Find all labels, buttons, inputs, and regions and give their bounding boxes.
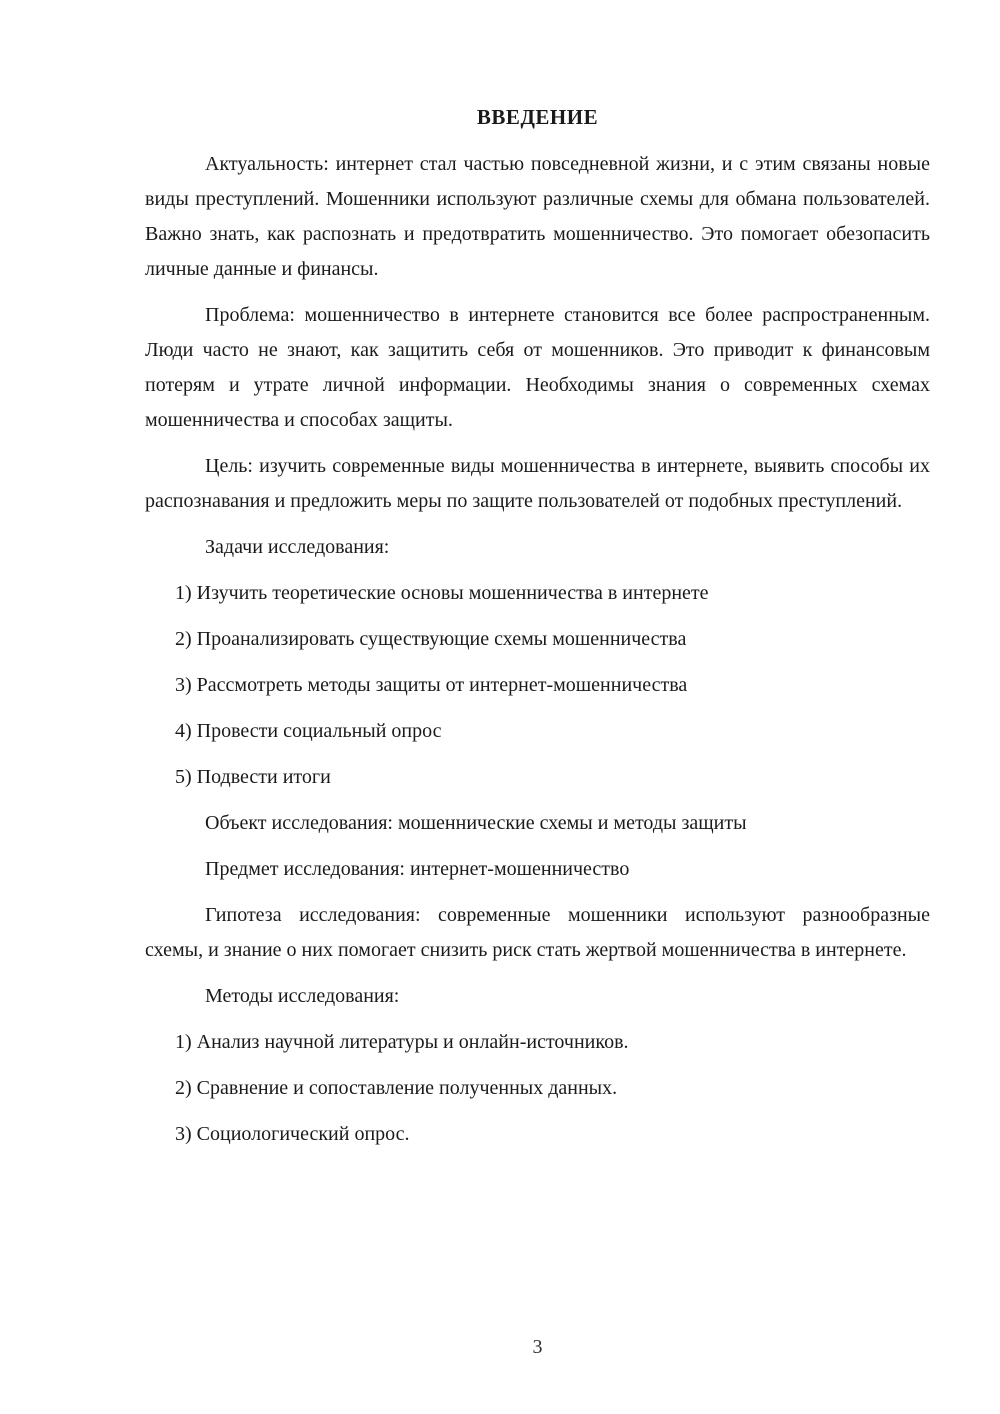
task-list-item: 1) Изучить теоретические основы мошенничества в интернете bbox=[175, 582, 709, 604]
paragraph-object: Объект исследования: мошеннические схемы и методы защиты bbox=[205, 812, 747, 834]
paragraph-hypothesis: Гипотеза исследования: современные мошенники используют разнообразные схемы, и знание о них помогает снизить риск стать жертвой мошенничества в интернете. bbox=[145, 904, 930, 961]
paragraph-relevance: Актуальность: интернет стал частью повседневной жизни, и с этим связаны новые виды преступлений. Мошенники используют различные схемы для обмана пользователей. Важно знать, как распознать и предотвратить мошенничество. Это помогает обезопасить личные данные и финансы. bbox=[145, 153, 930, 280]
paragraph-problem: Проблема: мошенничество в интернете становится все более распространенным. Люди часто не знают, как защитить себя от мошенников. Это приводит к финансовым потерям и утрате личной информации. Необходимы знания о современных схемах мошенничества и способах защиты. bbox=[145, 304, 930, 431]
method-list-item: 1) Анализ научной литературы и онлайн-источников. bbox=[175, 1031, 629, 1053]
method-list-item: 3) Социологический опрос. bbox=[175, 1123, 410, 1145]
page-title: ВВЕДЕНИЕ bbox=[476, 105, 599, 129]
task-list-item: 4) Провести социальный опрос bbox=[175, 720, 442, 742]
method-list-item: 2) Сравнение и сопоставление полученных данных. bbox=[175, 1077, 618, 1099]
page-number: 3 bbox=[532, 1336, 543, 1358]
tasks-heading: Задачи исследования: bbox=[205, 536, 390, 558]
paragraph-subject: Предмет исследования: интернет-мошенничество bbox=[205, 858, 630, 880]
paragraph-goal: Цель: изучить современные виды мошенничества в интернете, выявить способы их распознавания и предложить меры по защите пользователей от подобных преступлений. bbox=[145, 455, 930, 512]
task-list-item: 3) Рассмотреть методы защиты от интернет-мошенничества bbox=[175, 674, 688, 696]
methods-heading: Методы исследования: bbox=[205, 985, 400, 1007]
task-list-item: 2) Проанализировать существующие схемы мошенничества bbox=[175, 628, 687, 650]
task-list-item: 5) Подвести итоги bbox=[175, 766, 331, 788]
